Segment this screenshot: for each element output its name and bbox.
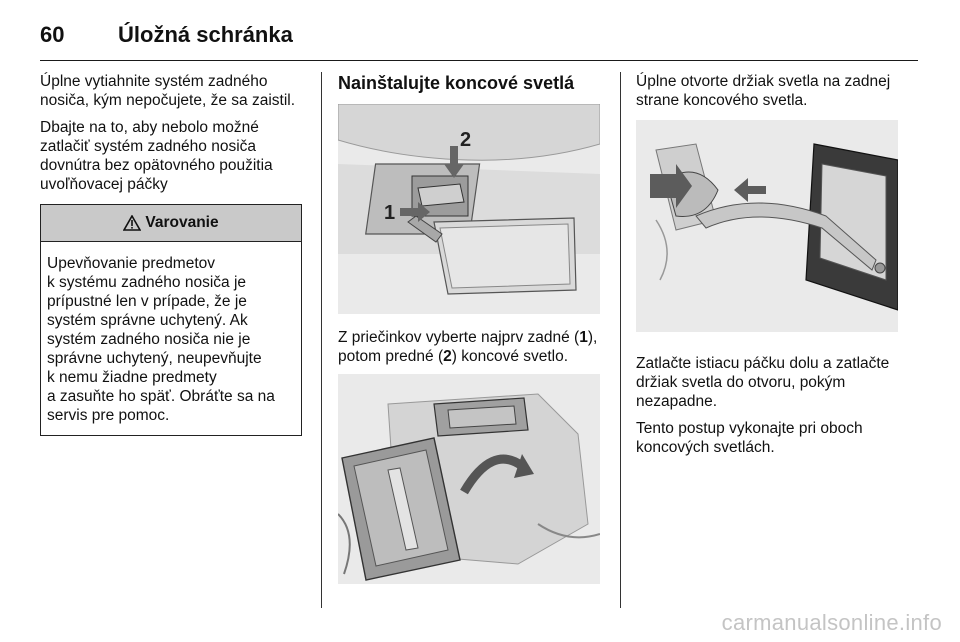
column-divider <box>620 72 621 608</box>
page-number: 60 <box>40 22 65 47</box>
watermark: carmanualsonline.info <box>721 610 942 635</box>
column-left <box>40 72 304 436</box>
column-middle <box>338 72 604 584</box>
figure-caption <box>338 328 604 366</box>
paragraph: Zatlačte istiacu páčku dolu a zatlačte držiak svetla do otvoru, pokým nezapadne. <box>636 355 890 410</box>
warning-line: servis pre pomoc. <box>47 407 170 424</box>
warning-line: systém správne uchytený. Ak <box>47 312 248 329</box>
illustration-tail-light-removal <box>338 104 600 314</box>
caption-text: ), potom predné ( <box>338 329 598 365</box>
warning-line: správne uchytený, neupevňujte <box>47 350 262 367</box>
paragraph: Úplne vytiahnite systém zadného nosiča, kým nepočujete, že sa zaistil. <box>40 73 296 109</box>
warning-line: prípustné len v prípade, že je <box>47 293 247 310</box>
column-divider <box>321 72 322 608</box>
section-heading: Nainštalujte koncové svetlá <box>338 73 575 93</box>
reference-number: 2 <box>443 348 452 365</box>
warning-line: Upevňovanie predmetov <box>47 255 216 272</box>
paragraph: Úplne otvorte držiak svetla na zadnej strane koncového svetla. <box>636 73 891 109</box>
warning-line: k systému zadného nosiča je <box>47 274 247 291</box>
illustration-light-holder-open <box>338 374 600 584</box>
page-header <box>40 18 918 61</box>
warning-line: a zasuňte ho späť. Obráťte sa na <box>47 388 275 405</box>
paragraph: Dbajte na to, aby nebolo možné zatlačiť systém zadného nosiča dovnútra bez opätovného použitia uvoľňovacej páčky <box>40 119 273 193</box>
warning-line: k nemu žiadne predmety <box>47 369 217 386</box>
warning-body <box>41 242 301 435</box>
callout-number: 1 <box>384 202 396 224</box>
caption-text: Z priečinkov vyberte najprv zadné ( <box>338 329 580 346</box>
reference-number: 1 <box>579 329 588 346</box>
chapter-title: Úložná schránka <box>118 22 293 47</box>
warning-triangle-icon <box>123 215 141 231</box>
warning-line: systém zadného nosiča nie je <box>47 331 251 348</box>
warning-title: Varovanie <box>145 214 219 231</box>
callout-number: 2 <box>460 129 472 151</box>
warning-box <box>40 204 302 436</box>
warning-header <box>41 205 301 242</box>
column-right <box>636 72 906 465</box>
illustration-locking-lever <box>636 120 898 332</box>
paragraph: Tento postup vykonajte pri oboch koncových svetlách. <box>636 420 863 456</box>
caption-text: ) koncové svetlo. <box>451 348 569 365</box>
